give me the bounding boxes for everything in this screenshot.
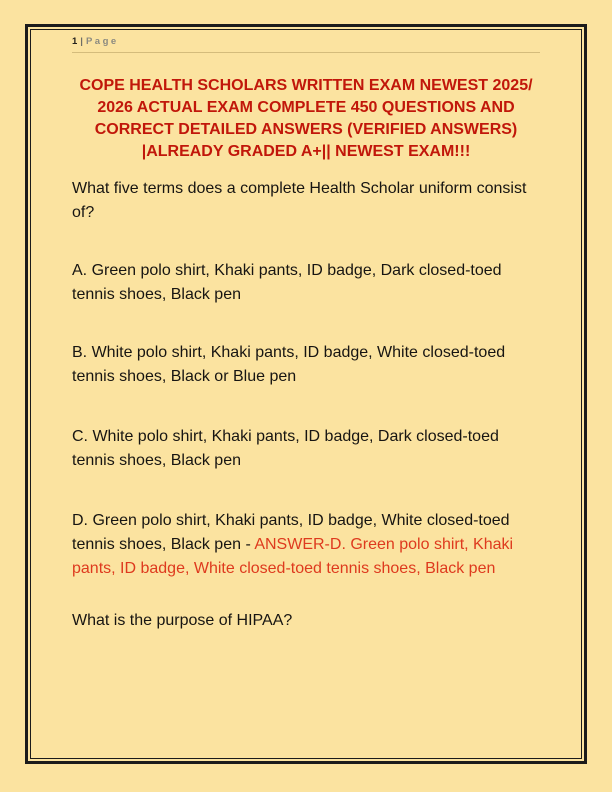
page-content [72,36,540,633]
page-header-label: Page [85,36,119,47]
question-text: What five terms does a complete Health Scholar uniform consist of? [72,180,527,221]
question-option-c: C. White polo shirt, Khaki pants, ID badge, Dark closed-toed tennis shoes, Black pen [72,428,499,469]
question-option-d [72,509,540,581]
question-answer: ANSWER-D. Green polo shirt, Khaki pants, ID badge, White closed-toed tennis shoes, Black pen [72,536,514,577]
question-option-a: A. Green polo shirt, Khaki pants, ID badge, Dark closed-toed tennis shoes, Black pen [72,262,502,303]
question-option-d-text: D. Green polo shirt, Khaki pants, ID badge, White closed-toed tennis shoes, Black pen - [72,512,510,553]
page-header [72,36,540,53]
question-option-b: B. White polo shirt, Khaki pants, ID badge, White closed-toed tennis shoes, Black or Blue pen [72,344,506,385]
page-number: 1 [72,36,78,47]
document-title: COPE HEALTH SCHOLARS WRITTEN EXAM NEWEST 2025/ 2026 ACTUAL EXAM COMPLETE 450 QUESTIONS AND CORRECT DETAILED ANSWERS (VERIFIED ANSWERS) |ALREADY GRADED A+|| NEWEST EXAM!!! [79,77,533,160]
next-question-text: What is the purpose of HIPAA? [72,612,293,629]
page-header-separator: | [80,36,83,47]
